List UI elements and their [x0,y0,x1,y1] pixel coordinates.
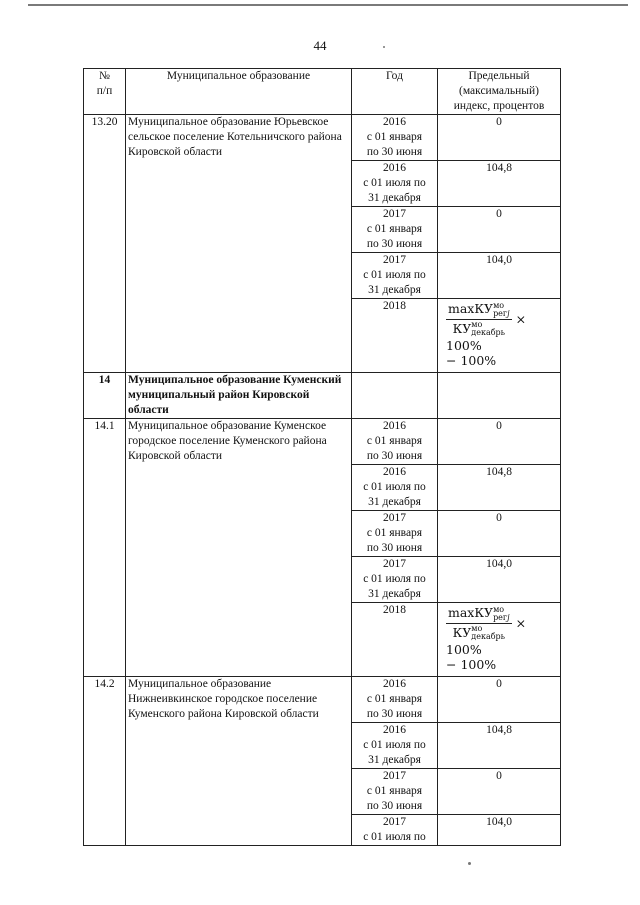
row-number: 14 [84,373,126,419]
scan-speck [383,46,385,48]
header-municipality: Муниципальное образование [126,69,352,115]
formula-num-base: maxКУ [448,301,494,316]
period-range: с 01 января по 30 июня [366,785,423,812]
formula-multiplier: × 100% [446,615,527,657]
formula-fraction [446,605,512,641]
index-cell [438,253,561,299]
period-year: 2017 [383,254,406,266]
formula-denominator [446,624,512,642]
index-formula [440,603,558,672]
period-range: с 01 января по 30 июня [366,435,423,462]
index-cell [438,769,561,815]
index-cell [438,465,561,511]
period-cell [352,253,438,299]
index-cell [438,677,561,723]
period-cell [352,769,438,815]
period-year: 2018 [383,300,406,312]
period-year: 2017 [383,512,406,524]
row-number: 14.2 [84,677,126,846]
index-cell [438,419,561,465]
period-range: с 01 января по 30 июня [366,527,423,554]
index-cell [438,299,561,373]
table-row [84,677,561,723]
municipality-name: Муниципальное образование Нижнеивкинское городское поселение Куменского района Кировской области [126,677,352,846]
index-cell [438,511,561,557]
formula-num-sup: мо [493,604,505,614]
period-year: 2016 [383,116,406,128]
index-cell [438,603,561,677]
row-number: 13.20 [84,115,126,373]
period-cell [352,557,438,603]
index-value: 104,0 [486,816,512,828]
formula-multiplier: × 100% [446,311,527,353]
formula-num-scripts [493,606,510,622]
table-row [84,373,561,419]
formula-numerator [446,301,512,320]
period-range: с 01 января по 30 июня [366,131,423,158]
index-formula [440,299,558,368]
formula-fraction [446,301,512,337]
tariff-index-table [83,68,561,846]
period-cell [352,115,438,161]
index-cell [438,815,561,846]
index-cell [438,557,561,603]
index-value: 0 [496,208,502,220]
formula-den-sub: декабрь [471,632,506,641]
period-year: 2016 [383,466,406,478]
formula-den-scripts [471,321,505,337]
municipality-name: Муниципальное образование Куменский муниципальный район Кировской области [126,373,352,419]
period-range: с 01 января по 30 июня [366,223,423,250]
period-year: 2017 [383,558,406,570]
index-cell [438,115,561,161]
page-number: 44 [313,38,327,53]
index-cell [438,373,561,419]
period-cell [352,299,438,373]
period-range: с 01 января по 30 июня [366,693,423,720]
formula-den-sup: мо [471,320,483,329]
header-index: Предельный (максимальный) индекс, процентов [438,69,561,115]
formula-denominator [446,320,512,338]
index-value: 0 [496,420,502,432]
formula-tail: − 100% [446,657,497,672]
formula-num-sub: рег [493,308,508,318]
top-border-line [28,4,628,6]
index-cell [438,723,561,769]
index-value: 104,8 [486,724,512,736]
period-cell [352,723,438,769]
period-cell [352,419,438,465]
header-year: Год [352,69,438,115]
formula-den-sub: декабрь [471,328,506,337]
period-range: с 01 июля по 31 декабря [363,177,426,204]
period-cell [352,603,438,677]
formula-num-italic: j [507,308,510,318]
table-row [84,419,561,465]
index-value: 0 [496,678,502,690]
formula-tail: − 100% [446,353,497,368]
header-no: № п/п [84,69,126,115]
table-row [84,115,561,161]
period-cell [352,511,438,557]
row-number: 14.1 [84,419,126,677]
municipality-name: Муниципальное образование Куменское городское поселение Куменского района Кировской области [126,419,352,677]
period-range: с 01 июля по [363,831,426,843]
period-year: 2016 [383,678,406,690]
formula-den-base: КУ [452,624,472,640]
period-cell [352,207,438,253]
formula-num-scripts [493,302,510,318]
period-year: 2016 [383,162,406,174]
index-value: 0 [496,770,502,782]
index-value: 0 [496,512,502,524]
period-year: 2016 [383,420,406,432]
period-range: с 01 июля по 31 декабря [363,573,426,600]
period-cell [352,373,438,419]
index-value: 104,8 [486,466,512,478]
table-header-row [84,69,561,115]
period-year: 2017 [383,816,406,828]
period-cell [352,815,438,846]
period-range: с 01 июля по 31 декабря [363,481,426,508]
formula-den-scripts [471,625,505,641]
index-value: 104,0 [486,254,512,266]
table-body [84,115,561,846]
index-cell [438,207,561,253]
formula-num-sup: мо [493,300,505,310]
period-cell [352,677,438,723]
formula-den-sup: мо [471,624,483,633]
formula-den-base: КУ [452,320,472,336]
period-cell [352,465,438,511]
formula-num-base: maxКУ [448,605,494,620]
period-year: 2017 [383,770,406,782]
period-year: 2018 [383,604,406,616]
index-value: 104,0 [486,558,512,570]
formula-num-italic: j [507,612,510,622]
period-range: с 01 июля по 31 декабря [363,739,426,766]
formula-numerator [446,605,512,624]
index-value: 104,8 [486,162,512,174]
formula-num-sub: рег [493,612,508,622]
period-cell [352,161,438,207]
period-year: 2016 [383,724,406,736]
index-cell [438,161,561,207]
municipality-name: Муниципальное образование Юрьевское сельское поселение Котельничского района Кировской области [126,115,352,373]
index-value: 0 [496,116,502,128]
scan-speck [468,862,471,865]
period-year: 2017 [383,208,406,220]
period-range: с 01 июля по 31 декабря [363,269,426,296]
